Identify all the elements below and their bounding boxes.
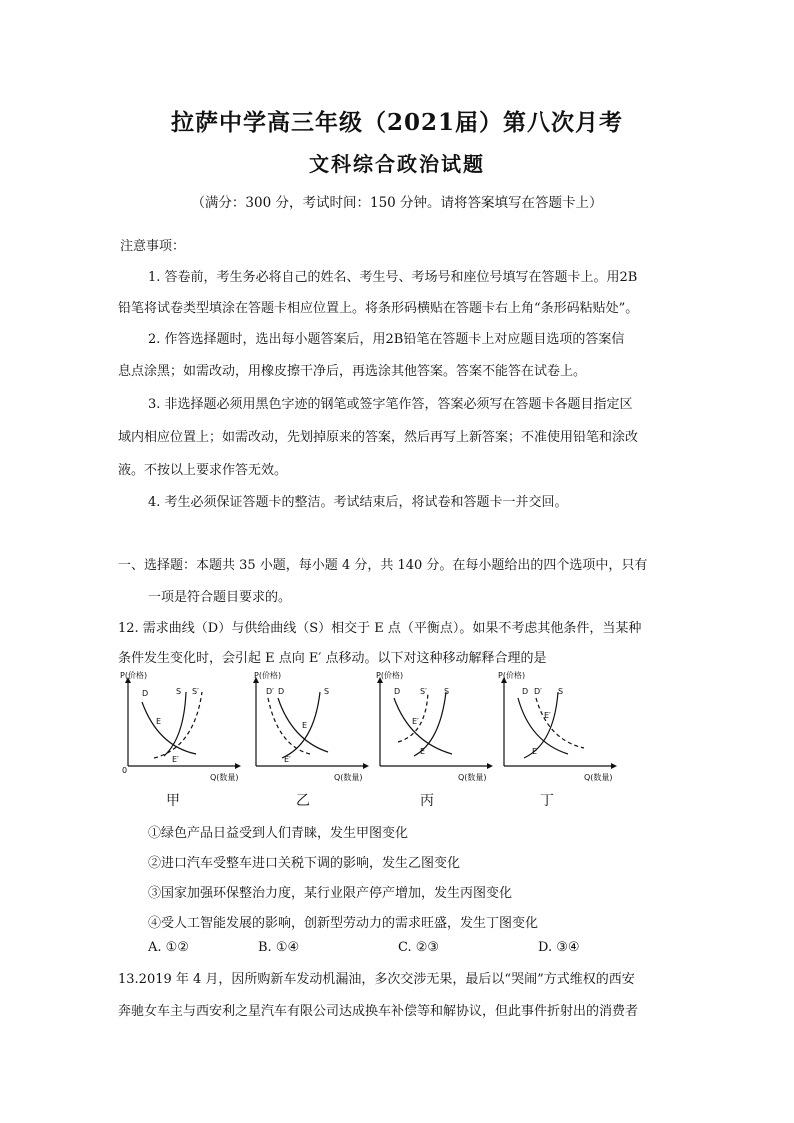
option-d[interactable]: D. ③④ xyxy=(538,940,580,955)
chart-jia xyxy=(120,670,239,782)
option-c[interactable]: C. ②③ xyxy=(398,940,440,955)
x-axis-label: Q(数量) xyxy=(458,773,487,782)
chart-ding xyxy=(498,670,614,782)
notice-line: 3. 非选择题必须用黑色字迹的钢笔或签字笔作答，答案必须写在答题卡各题目指定区 xyxy=(148,397,633,412)
label-S-prime: S′ xyxy=(192,687,199,696)
notice-line: 1. 答卷前，考生务必将自己的姓名、考生号、考场号和座位号填写在答题卡上。用2B xyxy=(148,270,638,285)
statement: ①绿色产品日益受到人们青睐，发生甲图变化 xyxy=(148,826,409,841)
label-E-prime: E′ xyxy=(412,717,419,726)
notice-line: 4. 考生必须保证答题卡的整洁。考试结束后，将试卷和答题卡一并交回。 xyxy=(148,495,568,510)
question-12-stem-cont: 条件发生变化时，会引起 E 点向 E′ 点移动。以下对这种移动解释合理的是 xyxy=(118,651,547,666)
section-heading-cont: 一项是符合题目要求的。 xyxy=(148,590,292,605)
demand-curve-D xyxy=(518,698,568,754)
label-S: S xyxy=(558,687,564,696)
label-D: D xyxy=(278,687,285,696)
x-axis-label: Q(数量) xyxy=(584,773,613,782)
question-12-stem: 12. 需求曲线（D）与供给曲线（S）相交于 E 点（平衡点）。如果不考虑其他条件，当某种 xyxy=(118,621,642,636)
y-axis-label: P(价格) xyxy=(498,671,526,680)
chart-bing xyxy=(376,670,490,782)
supply-curve-S xyxy=(282,692,320,758)
label-S: S xyxy=(324,687,330,696)
label-D: D xyxy=(142,689,149,698)
exam-note: （满分：300 分，考试时间：150 分钟。请将答案填写在答题卡上） xyxy=(191,195,603,211)
section-heading: 一、选择题：本题共 35 小题，每小题 4 分，共 140 分。在每小题给出的四个选项中，只有 xyxy=(118,558,648,573)
label-S-prime: S′ xyxy=(420,687,427,696)
notice-line: 2. 作答选择题时，选出每小题答案后，用2B铅笔在答题卡上对应题目选项的答案信 xyxy=(148,332,625,347)
chart-yi xyxy=(254,670,366,782)
label-D: D xyxy=(394,687,401,696)
label-S: S xyxy=(176,687,182,696)
label-E-prime: E′ xyxy=(544,711,551,720)
chart-caption-ding: 丁 xyxy=(540,793,554,809)
option-a[interactable]: A. ①② xyxy=(148,940,189,955)
label-E: E xyxy=(420,747,426,756)
chart-caption-bing: 丙 xyxy=(420,793,434,809)
notice-line: 铅笔将试卷类型填涂在答题卡相应位置上。将条形码横贴在答题卡右上角“条形码粘贴处”。 xyxy=(118,301,639,316)
notice-line: 域内相应位置上；如需改动，先划掉原来的答案，然后再写上新答案；不准使用铅笔和涂改 xyxy=(118,430,639,445)
chart-caption-jia: 甲 xyxy=(166,793,180,809)
label-E: E xyxy=(302,721,308,730)
label-E-prime: E′ xyxy=(172,755,179,764)
statement: ④受人工智能发展的影响，创新型劳动力的需求旺盛，发生丁图变化 xyxy=(148,916,539,931)
y-axis-label: P(价格) xyxy=(120,671,148,680)
y-axis-label: P(价格) xyxy=(376,671,404,680)
label-E-prime: E′ xyxy=(284,755,291,764)
option-b[interactable]: B. ①④ xyxy=(258,940,300,955)
chart-caption-yi: 乙 xyxy=(296,793,310,809)
label-E: E xyxy=(156,717,162,726)
label-D-prime: D′ xyxy=(534,687,542,696)
question-13-stem-cont: 奔驰女车主与西安利之星汽车有限公司达成换车补偿等和解协议，但此事件折射出的消费者 xyxy=(118,1004,639,1019)
notice-line: 液。不按以上要求作答无效。 xyxy=(118,463,288,478)
statement: ③国家加强环保整治力度，某行业限产停产增加，发生丙图变化 xyxy=(148,886,513,901)
exam-subtitle: 文科综合政治试题 xyxy=(309,152,485,176)
notice-line: 息点涂黑；如需改动，用橡皮擦干净后，再选涂其他答案。答案不能答在试卷上。 xyxy=(118,364,587,379)
label-S: S xyxy=(444,687,450,696)
statement: ②进口汽车受整车进口关税下调的影响，发生乙图变化 xyxy=(148,856,461,871)
label-D: D xyxy=(522,687,529,696)
exam-title: 拉萨中学高三年级（2021届）第八次月考 xyxy=(170,109,623,136)
x-axis-label: Q(数量) xyxy=(210,773,239,782)
x-axis-label: Q(数量) xyxy=(334,773,363,782)
notice-heading: 注意事项： xyxy=(120,239,186,254)
question-13-stem: 13.2019 年 4 月，因所购新车发动机漏油，多次交涉无果，最后以“哭闹”方式维权的西安 xyxy=(118,972,635,987)
y-axis-label: P(价格) xyxy=(254,671,282,680)
label-E: E xyxy=(532,747,538,756)
demand-curve-D xyxy=(142,702,196,754)
origin-label: 0 xyxy=(122,766,128,775)
label-D-prime: D′ xyxy=(266,687,274,696)
supply-demand-charts xyxy=(0,668,794,788)
